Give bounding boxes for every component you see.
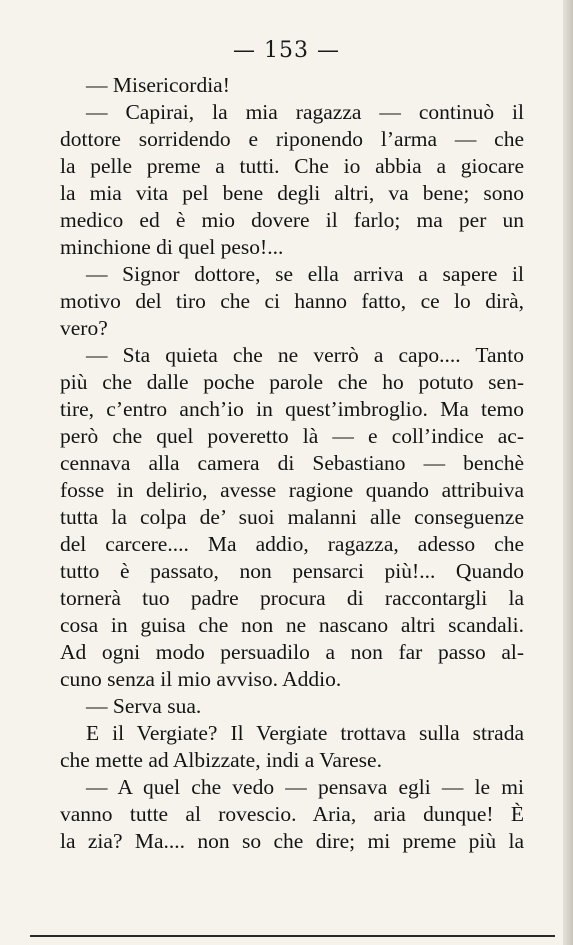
text-line: del carcere.... Ma addio, ragazza, adesso che bbox=[60, 532, 524, 556]
page-bottom-edge bbox=[30, 935, 555, 937]
text-line: tornerà tuo padre procura di raccontargli la bbox=[60, 586, 524, 610]
text-line: E il Vergiate? Il Vergiate trottava sulla strada bbox=[86, 721, 524, 745]
text-line: cennava alla camera di Sebastiano — benchè bbox=[60, 451, 524, 475]
text-line: dottore sorridendo e riponendo l’arma — che bbox=[60, 127, 524, 151]
text-line: motivo del tiro che ci hanno fatto, ce lo dirà, bbox=[60, 289, 524, 313]
text-line: vero? bbox=[60, 316, 108, 340]
text-line: fosse in delirio, avesse ragione quando attribuiva bbox=[60, 478, 524, 502]
text-line: più che dalle poche parole che ho potuto sen- bbox=[60, 370, 524, 394]
body-text bbox=[60, 72, 524, 855]
text-line: — A quel che vedo — pensava egli — le mi bbox=[86, 775, 524, 799]
text-line: tutta la colpa de’ suoi malanni alle conseguenze bbox=[60, 505, 524, 529]
text-line: Ad ogni modo persuadilo a non far passo al- bbox=[60, 640, 524, 664]
page-number: — 153 — bbox=[233, 38, 340, 63]
text-line: — Capirai, la mia ragazza — continuò il bbox=[86, 100, 524, 124]
text-line: — Signor dottore, se ella arriva a sapere il bbox=[86, 262, 524, 286]
text-line: la pelle preme a tutti. Che io abbia a giocare bbox=[60, 154, 524, 178]
text-line: la mia vita pel bene degli altri, va bene; sono bbox=[60, 181, 524, 205]
text-line: cosa in guisa che non ne nascano altri scandali. bbox=[60, 613, 524, 637]
text-line: però che quel poveretto là — e coll’indice ac- bbox=[60, 424, 524, 448]
text-line: tutto è passato, non pensarci più!... Quando bbox=[60, 559, 524, 583]
text-line: — Serva sua. bbox=[86, 694, 202, 718]
text-line: la zia? Ma.... non so che dire; mi preme più la bbox=[60, 829, 524, 853]
page-right-edge bbox=[563, 0, 573, 945]
text-line: — Misericordia! bbox=[86, 73, 230, 97]
text-line: medico ed è mio dovere il farlo; ma per un bbox=[60, 208, 524, 232]
text-line: — Sta quieta che ne verrò a capo.... Tanto bbox=[86, 343, 524, 367]
text-line: tire, c’entro anch’io in quest’imbroglio. Ma temo bbox=[60, 397, 524, 421]
text-line: che mette ad Albizzate, indi a Varese. bbox=[60, 748, 382, 772]
text-line: cuno senza il mio avviso. Addio. bbox=[60, 667, 342, 691]
text-line: minchione di quel peso!... bbox=[60, 235, 284, 259]
text-line: vanno tutte al rovescio. Aria, aria dunque! È bbox=[60, 802, 524, 826]
